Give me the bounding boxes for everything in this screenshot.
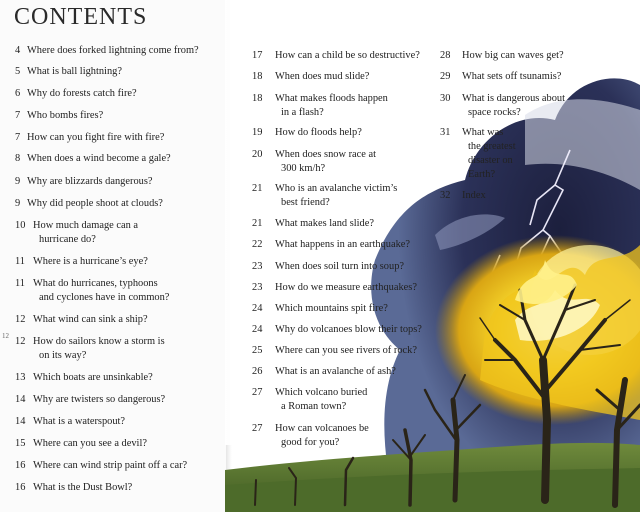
entry-title-line: Why did people shoot at clouds? [27,198,163,209]
entry-title-line: How much damage can a [33,220,139,231]
page-number: 18 [252,93,263,104]
entry-title-line: What makes land slide? [275,218,374,229]
page-number: 25 [252,345,263,356]
page-number: 24 [252,324,263,335]
page-number: 13 [15,372,26,383]
entry-title-line: Where does forked lightning come from? [27,45,199,56]
entry-title-line: What is an avalanche of ash? [275,366,396,377]
page-number: 8 [15,153,21,164]
entry-title-line: Where can wind strip paint off a car? [33,460,188,471]
entry-title-line: What was [462,127,504,138]
entry-title-line: How big can waves get? [462,50,564,61]
page-number: 5 [15,66,21,77]
page-number: 14 [15,416,26,427]
page-number: 6 [15,88,21,99]
page-number: 31 [440,127,451,138]
entry-title-line: Who is an avalanche victim’s [275,183,398,194]
entry-title-line: in a flash? [281,107,324,118]
page-number: 29 [440,71,451,82]
entry-title-line: space rocks? [468,107,521,118]
entry-title-line: How do floods help? [275,127,362,138]
page-number: 16 [15,482,26,493]
page-number: 23 [252,282,263,293]
entry-title-line: best friend? [281,197,330,208]
entry-title-line: What makes floods happen [275,93,388,104]
entry-title-line: What happens in an earthquake? [275,239,411,250]
entry-title-line: How can you fight fire with fire? [27,132,165,143]
page-number: 9 [15,198,21,209]
page-number: 7 [15,132,21,143]
page-number: 14 [15,394,26,405]
page-number: 26 [252,366,263,377]
page-number: 12 [15,336,26,347]
entry-title-line: the greatest [468,141,516,152]
page-number: 12 [15,314,26,325]
entry-title-line: How do we measure earthquakes? [275,282,417,293]
page-number: 11 [15,256,26,267]
entry-title-line: disaster on [468,155,513,166]
entry-title-line: Why are blizzards dangerous? [27,176,153,187]
page-number: 15 [15,438,26,449]
entry-title-line: hurricane do? [39,234,96,245]
page-number: 4 [15,45,21,56]
entry-title-line: Which mountains spit fire? [275,303,388,314]
entry-title-line: Why do forests catch fire? [27,88,137,99]
entry-title-line: Which volcano buried [275,387,368,398]
page-number: 17 [252,50,263,61]
entry-title-line: and cyclones have in common? [39,292,170,303]
page-number: 27 [252,423,263,434]
entry-title-line: What is ball lightning? [27,66,122,77]
entry-title-line: When does mud slide? [275,71,370,82]
margin-mark: 12 [2,332,9,340]
page-number: 10 [15,220,26,231]
page-number: 32 [440,190,451,201]
page-number: 27 [252,387,263,398]
entry-title-line: How do sailors know a storm is [33,336,165,347]
entry-title-line: When does snow race at [275,149,376,160]
page-title: CONTENTS [14,4,148,30]
entry-title-line: Why do volcanoes blow their tops? [275,324,422,335]
page-number: 21 [252,183,263,194]
page-number: 16 [15,460,26,471]
entry-title-line: What sets off tsunamis? [462,71,562,82]
entry-title-line: Which boats are unsinkable? [33,372,153,383]
page-number: 19 [252,127,263,138]
page-number: 7 [15,110,21,121]
entry-title-line: What is dangerous about [462,93,566,104]
page-number: 11 [15,278,26,289]
entry-title-line: good for you? [281,437,340,448]
page-number: 9 [15,176,21,187]
entry-title-line: What is a waterspout? [33,416,126,427]
entry-title-line: Who bombs fires? [27,110,104,121]
page-number: 28 [440,50,451,61]
entry-title-line: Index [462,190,486,201]
page-number: 23 [252,261,263,272]
entry-title-line: What is the Dust Bowl? [33,482,133,493]
entry-title-line: Where is a hurricane’s eye? [33,256,148,267]
entry-title-line: on its way? [39,350,87,361]
entry-title-line: What wind can sink a ship? [33,314,148,325]
entry-title-line: Where can you see rivers of rock? [275,345,417,356]
entry-title-line: Where can you see a devil? [33,438,147,449]
page-number: 22 [252,239,263,250]
entry-title-line: Why are twisters so dangerous? [33,394,166,405]
entry-title-line: What do hurricanes, typhoons [33,278,158,289]
page-number: 20 [252,149,263,160]
page-number: 21 [252,218,263,229]
entry-title-line: 300 km/h? [281,163,326,174]
page-number: 24 [252,303,263,314]
entry-title-line: How can a child be so destructive? [275,50,420,61]
page-number: 18 [252,71,263,82]
entry-title-line: a Roman town? [281,401,347,412]
page-number: 30 [440,93,451,104]
entry-title-line: Earth? [468,169,496,180]
entry-title-line: When does soil turn into soup? [275,261,405,272]
entry-title-line: When does a wind become a gale? [27,153,171,164]
entry-title-line: How can volcanoes be [275,423,369,434]
